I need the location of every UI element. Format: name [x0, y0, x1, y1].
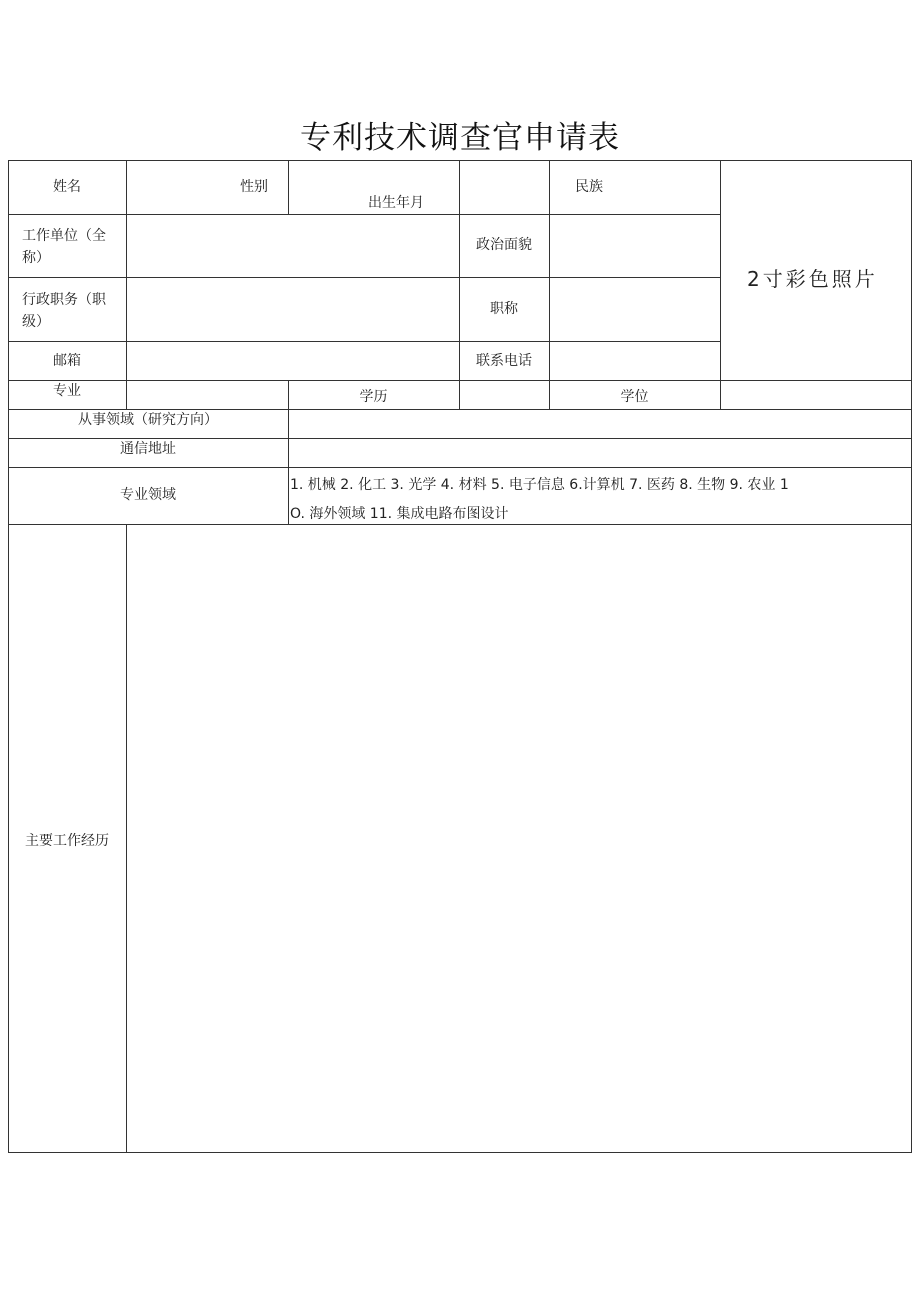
- row-divider: [8, 277, 720, 278]
- employer-label: 工作单位（全: [22, 228, 106, 244]
- ethnicity-label: 民族: [575, 179, 603, 195]
- birth-date-label: 出生年月: [368, 195, 424, 211]
- photo-placeholder: 2寸彩色照片: [747, 267, 878, 291]
- col-divider: [549, 160, 550, 410]
- work-experience-label: 主要工作经历: [25, 833, 109, 849]
- position-label: 行政职务（职: [22, 292, 106, 308]
- major-label: 专业: [53, 383, 81, 399]
- specialty-field-label: 专业领域: [120, 487, 176, 503]
- row-divider: [8, 380, 912, 381]
- col-divider: [720, 160, 721, 410]
- address-label: 通信地址: [120, 441, 176, 457]
- row-divider: [8, 467, 912, 468]
- education-label: 学历: [359, 389, 388, 405]
- specialty-options-line2: O. 海外领域 11. 集成电路布图设计: [290, 506, 509, 522]
- table-border-bottom: [8, 1152, 912, 1153]
- row-divider: [8, 214, 720, 215]
- table-border-left: [8, 160, 9, 1153]
- professional-title-label: 职称: [490, 301, 518, 317]
- research-field-label: 从事领域（研究方向）: [78, 412, 218, 428]
- political-status-label: 政治面貌: [476, 237, 532, 253]
- table-border-top: [8, 160, 912, 161]
- employer-label-cont: 称）: [22, 250, 50, 266]
- position-label-cont: 级）: [22, 314, 50, 330]
- gender-label: 性别: [240, 179, 268, 195]
- page-title: 专利技术调查官申请表: [300, 120, 620, 156]
- degree-label: 学位: [620, 389, 649, 405]
- table-border-right: [911, 160, 912, 1153]
- col-divider: [126, 160, 127, 410]
- row-divider: [8, 341, 720, 342]
- email-label: 邮箱: [53, 353, 81, 369]
- name-label: 姓名: [53, 179, 81, 195]
- specialty-options-line1: 1. 机械 2. 化工 3. 光学 4. 材料 5. 电子信息 6.计算机 7. 医药 8. 生物 9. 农业 1: [290, 477, 789, 493]
- col-divider: [126, 524, 127, 1152]
- phone-label: 联系电话: [476, 353, 532, 369]
